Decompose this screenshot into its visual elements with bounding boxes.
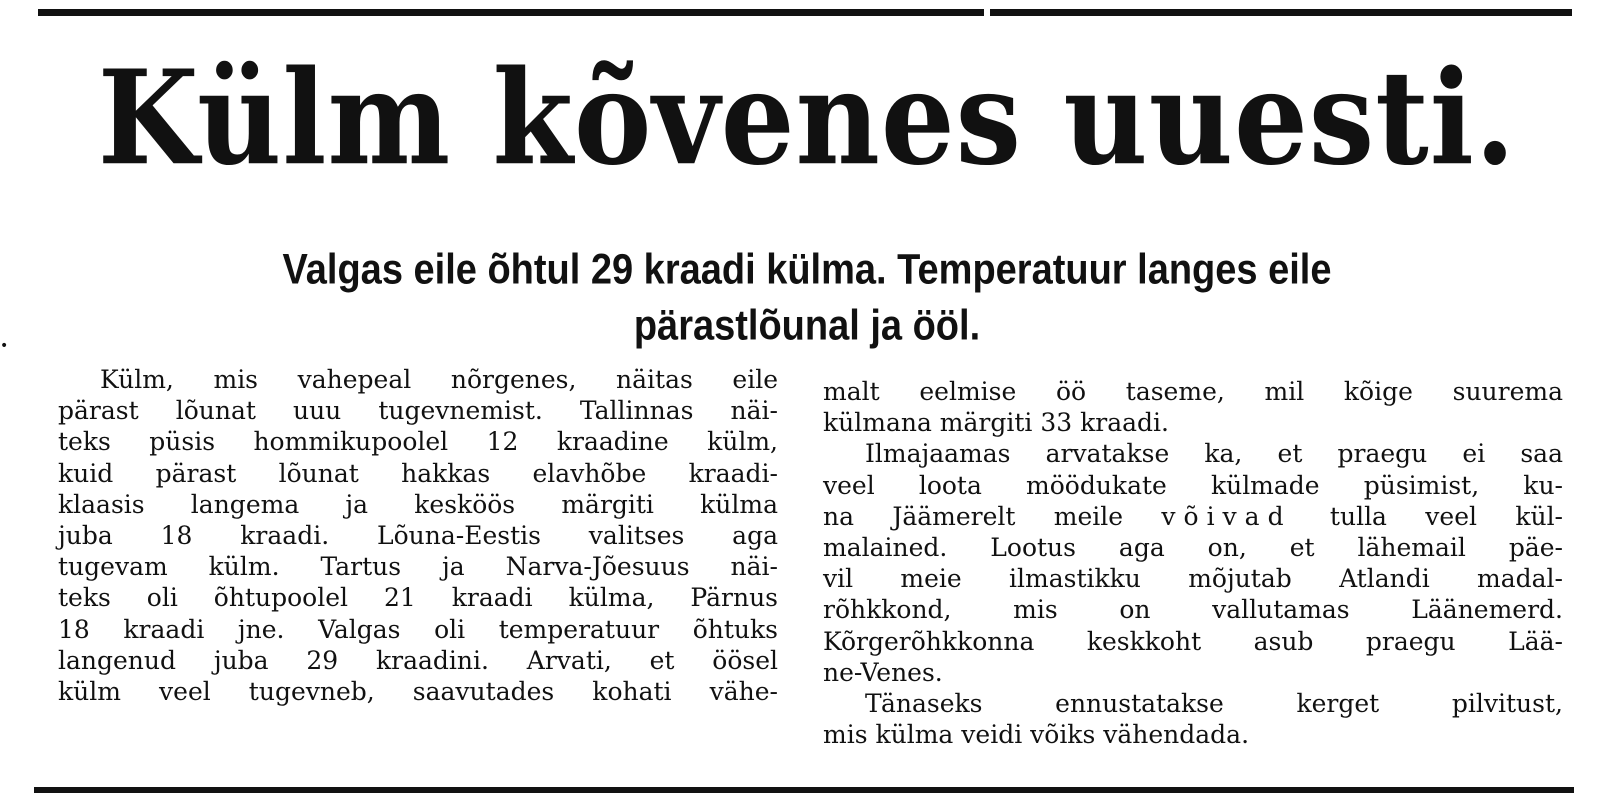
subheadline: Valgas eile õhtul 29 kraadi külma. Temperatuur langes eile pärastlõunal ja ööl. [282, 246, 1332, 350]
left-column-line: teks oli õhtupoolel 21 kraadi külma, Pärnus [58, 583, 778, 613]
left-column-line: 18 kraadi jne. Valgas oli temperatuur õhtuks [58, 614, 778, 644]
left-column-line: pärast lõunat uuu tugevnemist. Tallinnas näi- [58, 396, 778, 426]
left-column-line: tugevam külm. Tartus ja Narva-Jõesuus näi- [58, 552, 778, 582]
left-column-line: langenud juba 29 kraadini. Arvati, et öösel [58, 645, 778, 675]
right-column-line: mis külma veidi võiks vähendada. [823, 720, 1250, 750]
right-column-line-spaced [823, 501, 1563, 532]
top-rule-left [38, 9, 984, 16]
top-rule-right [990, 9, 1572, 16]
left-column-line: klaasis langema ja kesköös märgiti külma [58, 489, 778, 519]
left-column-line: kuid pärast lõunat hakkas elavhõbe kraadi- [58, 458, 778, 488]
left-column-line: teks püsis hommikupoolel 12 kraadine külm, [58, 427, 778, 457]
text-run: tulla veel kül- [1329, 501, 1564, 531]
left-column-line: külm veel tugevneb, saavutades kohati vähe- [58, 677, 778, 707]
margin-mark: • [0, 338, 9, 354]
right-column-line: Kõrgerõhkkonna keskkoht asub praegu Lää- [823, 626, 1563, 656]
right-column-line: Ilmajaamas arvatakse ka, et praegu ei saa [865, 439, 1563, 469]
left-column-line: Külm, mis vahepeal nõrgenes, näitas eile [100, 365, 778, 394]
right-column-line: malt eelmise öö taseme, mil kõige suurema [823, 377, 1563, 406]
emphasized-word: võivad [1161, 501, 1292, 531]
right-column-line: külmana märgiti 33 kraadi. [823, 408, 1169, 438]
right-column-line: rõhkkond, mis on vallutamas Läänemerd. [823, 595, 1563, 625]
right-column-line: Tänaseks ennustatakse kerget pilvitust, [865, 689, 1563, 719]
right-column-line: vil meie ilmastikku mõjutab Atlandi madal- [823, 564, 1563, 594]
left-column-line: juba 18 kraadi. Lõuna-Eestis valitses aga [58, 521, 778, 551]
right-column-line: veel loota möödukate külmade püsimist, ku- [823, 470, 1563, 500]
text-run: na Jäämerelt meile [823, 501, 1124, 531]
right-column-line: malained. Lootus aga on, et lähemail päe- [823, 533, 1563, 563]
right-column-line: ne-Venes. [823, 657, 943, 687]
bottom-rule [34, 787, 1574, 793]
left-column [58, 364, 778, 707]
right-column [823, 376, 1563, 750]
headline: Külm kõvenes uuesti. [97, 42, 1517, 195]
